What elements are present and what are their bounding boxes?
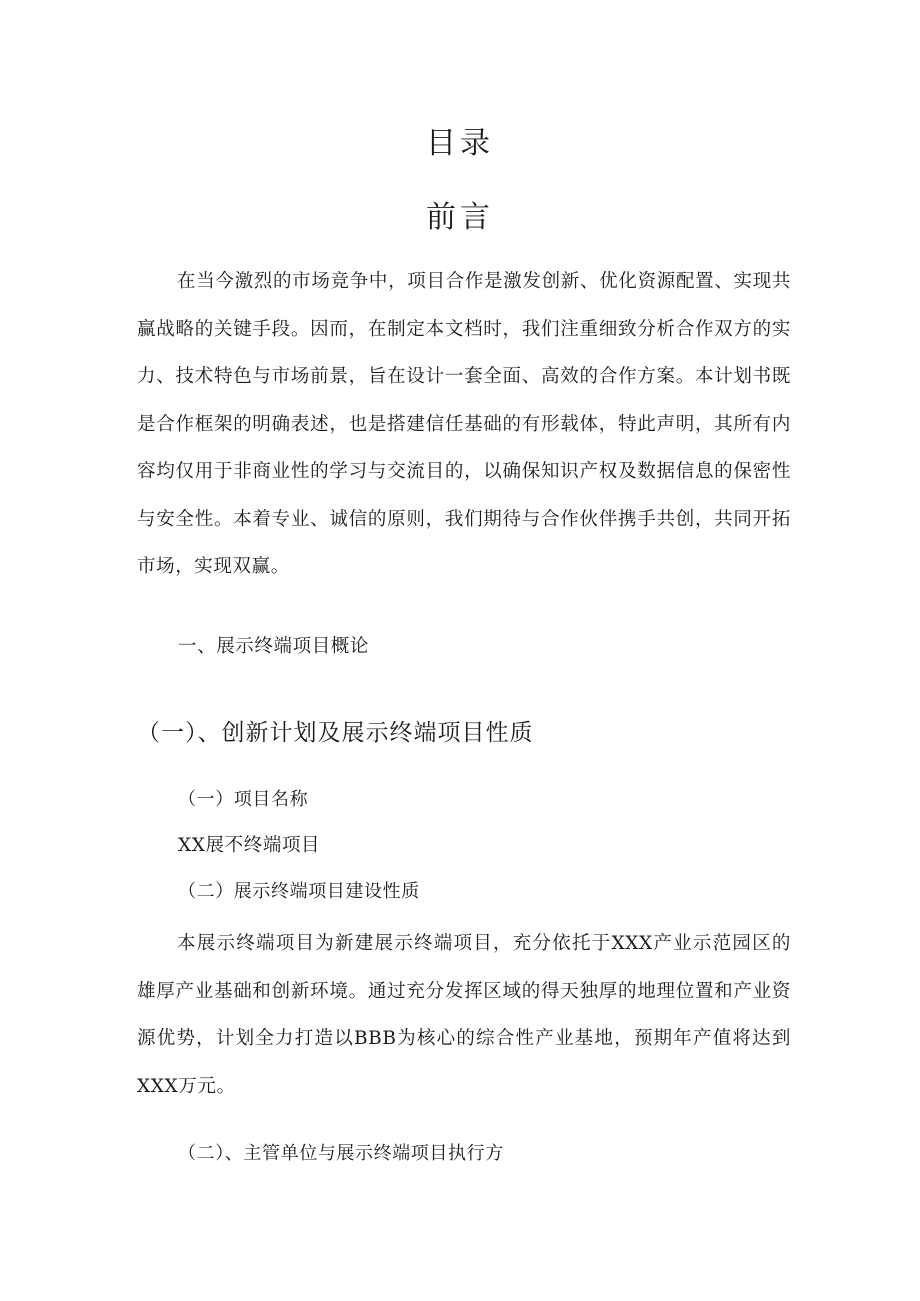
preface-paragraph: 在当今激烈的市场竞争中，项目合作是激发创新、优化资源配置、实现共赢战略的关键手段。因而，在制定本文档时，我们注重细致分析合作双方的实力、技术特色与市场前景，旨在设计一套全面、高效的合作方案。本计划书既是合作框架的明确表述，也是搭建信任基础的有形载体，特此声明，其所有内容均仅用于非商业性的学习与交流目的，以确保知识产权及数据信息的保密性与安全性。本着专业、诚信的原则，我们期待与合作伙伴携手共创，共同开拓市场，实现双赢。 [137, 271, 791, 577]
subsection-heading-project-name: （一）项目名称 [178, 789, 309, 810]
section-heading-executing-party: （二）、主管单位与展示终端项目执行方 [178, 1143, 504, 1164]
subsection-heading-construction-nature: （二）展示终端项目建设性质 [178, 881, 420, 902]
construction-nature-paragraph: 本展示终端项目为新建展示终端项目，充分依托于XXX产业示范园区的雄厚产业基础和创新环境。通过充分发挥区域的得天独厚的地理位置和产业资源优势，计划全力打造以BBB为核心的综合性产业基地，预期年产值将达到XXX万元。 [137, 933, 791, 1097]
project-name-text: XX展不终端项目 [178, 835, 321, 856]
section-heading-innovation: （一）、创新计划及展示终端项目性质 [137, 720, 534, 746]
toc-title: 目录 [426, 126, 494, 161]
preface-title: 前言 [426, 200, 494, 235]
chapter-heading: 一、展示终端项目概论 [178, 636, 370, 657]
